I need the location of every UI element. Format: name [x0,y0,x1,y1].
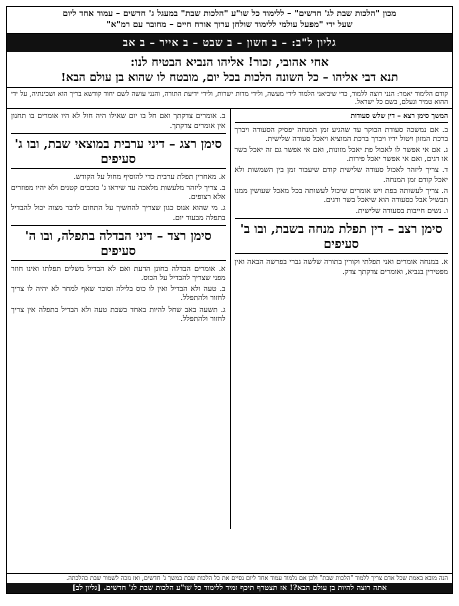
banner-line-1: מכון "הלכות שבת לג' חדשים" – ללימוד כל שו"ע "הלכות שבת" במעגל ג' חדשים – עמוד אחד ליום [62,9,397,19]
paragraph: א. אומרים הבדלה בחונן הדעת ואם לא הבדיל משלים תפלתו ואינו חוזר מפני שצריך להבדיל על הכוס. [11,263,226,283]
paragraph: ב. אם נמשכה סעודת הבוקר עד שהגיע זמן המנחה יפסיק הסעודה ויברך ברכת המזון ויטול ידיו ויברך ברכת המוציא ויאכל סעודה שלישית. [234,124,448,143]
footer [7,573,452,593]
paragraph: ו. נשים חייבות בסעודה שלישית. [355,206,448,216]
section-title: סימן רצד – דיני הבדלה בתפלה, ובו ה' סעיפים [11,225,226,261]
banner-line-2: שעל ידי "מפעל עולמי ללימוד שולחן ערוך אורח חיים – מחובר עם רמ"א" [106,20,353,30]
top-banner [7,7,452,34]
paragraph: ה. צריך לעשותה בפת ויש אומרים שיכול לעשותה בכל מאכל שעושין ממנו תבשיל אבל כסעודה הוא שיאכל בשר ודגים. [234,185,448,205]
headline-line-2: תנא דבי אליהו – כל השונה הלכות בכל יום, מובטח לו שהוא בן עולם הבא! [60,70,399,84]
content-columns [7,109,452,529]
paragraph: ב. צריך ליזהר מלעשות מלאכה עד שיראו ג' כוכבים קטנים ולא יהיו מפוזרים אלא רצופים. [11,183,226,202]
section-title: סימן רצב – דין תפלת מנחה בשבת, ובו ב' סעיפים [235,218,449,254]
paragraph: ג. מי שהוא אנוס כגון שצריך להחשיך על התחום לדבר מצוה יכול להבדיל בתפלה מבעוד יום. [11,203,226,222]
paragraph: ב. טעה ולא הבדיל ואין לו כוס בלילה וסובר שאף למחר לא יהיה לו צריך לחזור ולהתפלל. [11,284,226,303]
paragraph: א. במנחה אומרים ואני תפלתי וקורין בתורה שלשה גברי בפרשה הבאה ואין מפטירין בנביא, ואומרים צדקתך צדק. [234,257,448,276]
newsletter-page [6,6,453,594]
paragraph: ג. אם אי אפשר לו לאכול פת יאכל מזונות, ואם אי אפשר גם זה יאכל בשר או דגים, ואם אי אפשר יאכל פירות. [234,145,448,164]
footer-note: הנה מובא באמת שכל אדם צריך ללמוד "הלכות שבת" ולכן אם נלמוד עמוד אחד ליום נסיים את כל הלכות שבת במשך ג' חדשים, ואז נזכה לשמור שבת כהלכתה. [66,574,448,582]
issue-bar: גליון ל"ב: – ב חשון – ב שבט – ב אייר – ב אב [7,34,452,52]
intro-prayer: קודם הלימוד יאמר: הנני רוצה ללמוד, כדי שיביאני הלמוד לידי מעשה, ולידי מדות ישרות, ולידי ידיעת התורה, והנני עושה לשם יחוד קודשא בריך הוא ושכינתיה, על ידי ההוא טמיר ונעלם, בשם כל ישראל. [7,88,452,109]
continuation-heading: המשך סימן רצא – דין שלש סעודות [235,111,449,122]
paragraph: ג. תשעה באב שחל להיות באחד בשבת טעה ולא הבדיל בתפלה אין צריך לחזור ולהתפלל. [11,304,226,323]
paragraph: ב. אומרים צדקתך ואם חל בו יום שאילו היה חול לא היו אומרים בו תחנון אין אומרים צדקתך. [11,111,226,130]
paragraph: ד. צריך ליזהר לאכול סעודה שלישית קודם שיעבור זמן בין השמשות ולא יאכל קודם זמן המנחה. [234,165,448,184]
paragraph: א. מאחרין תפלת ערבית כדי להוסיף מחול על הקודש. [73,171,226,181]
headline [7,52,452,88]
left-column [7,109,230,529]
footer-bottom-line: אתה רוצה להיות בן עולם הבא?! אז תצטרף תיכף ומיד ללימוד כל שו"ע הלכות שבת לג' חדשים. [גליון לב] [7,583,452,593]
headline-line-1: אחי אהובי, זכור! אליהו הנביא הבטיח לנו: [130,55,329,69]
right-column [230,109,453,529]
section-title: סימן רצג – דיני ערבית במוצאי שבת, ובו ג' סעיפים [11,133,226,169]
